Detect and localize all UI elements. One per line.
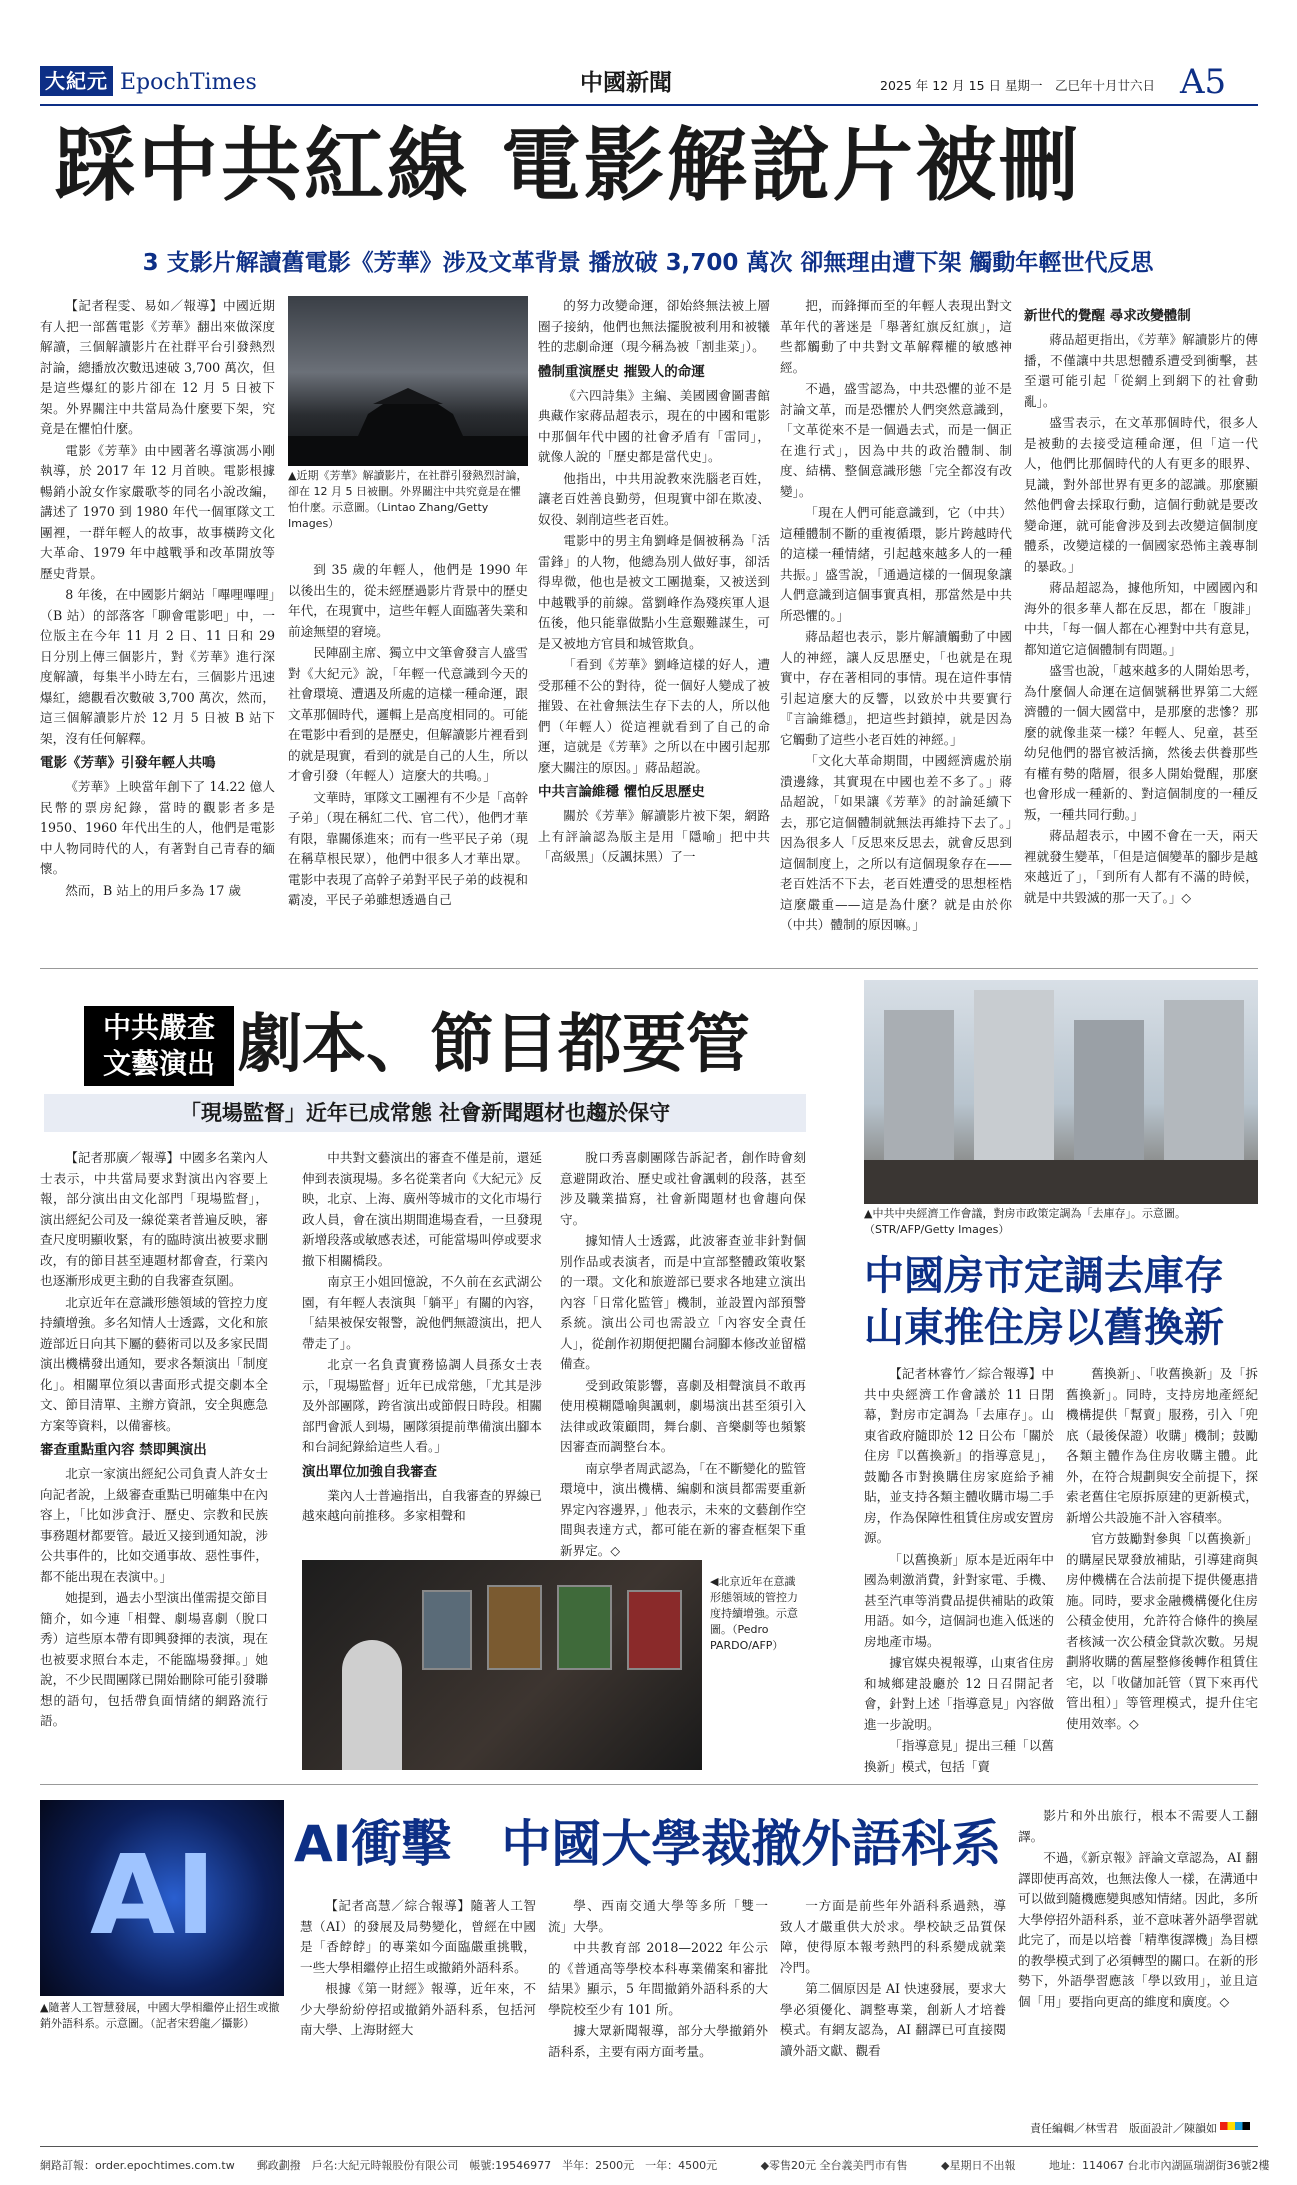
forbidden-city-photo xyxy=(288,296,528,466)
paragraph: 《芳華》上映當年創下了 14.22 億人民幣的票房紀錄，當時的觀影者多是 1950、1960 年代出生的人，他們是電影中人物同時代的人，有著對自己青春的緬懷。 xyxy=(40,779,275,876)
paragraph: 「指導意見」提出三種「以舊換新」模式，包括「賣 xyxy=(864,1738,1054,1774)
paragraph: 「以舊換新」原本是近兩年中國為刺激消費，針對家電、手機、甚至汽車等消費品提供補貼的政策用語。如今，這個詞也進入低迷的房地產市場。 xyxy=(864,1551,1054,1649)
building xyxy=(974,990,1054,1170)
color-bar-icon xyxy=(1220,2122,1250,2130)
poster xyxy=(422,1590,472,1670)
paragraph: 【記者那廣／報導】中國多名業內人士表示，中共當局要求對演出內容要上報，部分演出由文化部門「現場監督」，演出經紀公司及一線從業者普遍反映，審查尺度明顯收緊，有的臨時演出被要求刪改，有的節目甚至連題材都會查，行業內也逐漸形成更主動的自我審查氛圍。 xyxy=(40,1150,268,1288)
footer-retail: ◆零售20元 全台義美門市有售 xyxy=(760,2159,908,2172)
poster xyxy=(627,1590,682,1670)
a4-column-4 xyxy=(1018,1806,1258,2110)
paragraph: 【記者林睿竹／綜合報導】中共中央經濟工作會議於 11 日閉幕，對房市定調為「去庫存」。山東省政府隨即於 12 日公布「關於住房『以舊換新』的指導意見」，鼓勵各市對換購住房家庭給予補貼，並支持各類主體收購市場二手房，作為保障性租賃住房或安置房源。 xyxy=(864,1366,1054,1545)
paragraph: 第二個原因是 AI 快速發展，要求大學必須優化、調整專業，創新人才培養模式。有網友認為，AI 翻譯已可直接閱讀外語文獻、觀看 xyxy=(780,1981,1006,2058)
main-headline: 踩中共紅線 電影解說片被刪 xyxy=(55,119,1082,212)
paragraph: 民陣副主席、獨立中文筆會發言人盛雪對《大紀元》說，「年輕一代意識到今天的社會環境、遭遇及所處的這樣一種命運，跟文革那個時代，邏輯上是高度相同的。可能在電影中看到的是歷史，但解讀影片裡看到的就是現實，看到的就是自己的人生，所以才會引發（年輕人）這麼大的共鳴。」 xyxy=(288,645,528,783)
paragraph: 蔣品超更指出，《芳華》解讀影片的傳播，不僅讓中共思想體系遭受到衝擊，甚至還可能引起「從網上到網下的社會動亂」。 xyxy=(1024,332,1258,409)
a4-column-1 xyxy=(300,1896,536,2136)
photo-caption: ◀北京近年在意識形態領域的管控力度持續增強。示意圖。（Pedro PARDO/AFP） xyxy=(710,1575,798,1652)
issue-date: 2025 年 12 月 15 日 星期一 乙巳年十月廿六日 xyxy=(880,78,1155,93)
apartment-buildings-photo xyxy=(864,980,1258,1204)
paragraph: 根據《第一財經》報導，近年來，不少大學紛紛停招或撤銷外語科系，包括河南大學、上海財經大 xyxy=(300,1981,536,2037)
subheading: 體制重演歷史 摧毀人的命運 xyxy=(538,363,705,380)
crowd xyxy=(864,1160,1258,1204)
paragraph: 盛雪也說，「越來越多的人開始思考，為什麼個人命運在這個號稱世界第二大經濟體的一個大國當中，是那麼的悲慘？那麼的就像韭菜一樣？年輕人、兒童，甚至幼兒他們的器官被活摘，然後去供養那些有權有勢的階層，很多人開始覺醒，那麼也會形成一種新的、對這個制度的一種反叛，一種共同行動。」 xyxy=(1024,663,1258,822)
a1-column-1 xyxy=(40,296,275,956)
paragraph: 蔣品超認為，據他所知，中國國內和海外的很多華人都在反思，都在「腹誹」中共，「每一個人都在心裡對中共有意見，都知道它這個體制有問題。」 xyxy=(1024,580,1258,657)
subheading: 演出單位加強自我審查 xyxy=(302,1463,437,1480)
paragraph: 文華時，軍隊文工團裡有不少是「高幹子弟」（現在稱紅二代、官二代），他們才華有限，靠關係進來；而有一些平民子弟（現在稱草根民眾），他們中很多人才華出眾。電影中表現了高幹子弟對平民子弟的歧視和霸凌，平民子弟雖想透過自己 xyxy=(288,789,528,907)
footer-rule xyxy=(40,2146,1258,2147)
subheading: 中共言論維穩 懼怕反思歷史 xyxy=(538,784,705,800)
divider xyxy=(40,1784,1258,1785)
building xyxy=(1164,1000,1244,1170)
a3-column-2 xyxy=(1066,1364,1258,1770)
footer xyxy=(40,2157,1270,2173)
subheading: 電影《芳華》引發年輕人共鳴 xyxy=(40,755,216,771)
a1-column-4 xyxy=(780,296,1012,956)
paragraph: 「看到《芳華》劉峰這樣的好人，遭受那種不公的對待，從一個好人變成了被摧毀、在社會無法生存下去的人，所以他們（年輕人）從這裡就看到了自己的命運，這就是《芳華》之所以在中國引起那麼大關注的原因。」蔣品超說。 xyxy=(538,657,770,775)
paragraph: 盛雪表示，在文革那個時代，很多人是被動的去接受這種命運，但「這一代人，他們比那個時代的人有更多的眼界、見識，對外部世界有更多的認識。那麼顯然他們會去採取行動，這個行動就是要改變命運，就可能會涉及到去改變這個制度體系，改變這樣的一個國家恐怖主義專制的暴政。」 xyxy=(1024,415,1258,574)
cinema-posters-photo xyxy=(302,1560,702,1770)
paragraph: 據知情人士透露，此波審查並非針對個別作品或表演者，而是中宣部整體政策收緊的一環。文化和旅遊部已要求各地建立演出內容「日常化監管」機制，並設置內部預警系統。演出公司也需設立「內容安全責任人」，從創作初期便把關台詞腳本修改並留檔備查。 xyxy=(560,1233,806,1371)
paragraph: 「現在人們可能意識到，它（中共）這種體制不斷的重複循環，影片跨越時代的這樣一種情緒，引起越來越多人的一種共振。」盛雪說，「通過這樣的一個現象讓人們意識到這個事實真相，那當然是中共所恐懼的。」 xyxy=(780,505,1012,623)
paragraph: 業內人士普遍指出，自我審查的界線已越來越向前推移。多家相聲和 xyxy=(302,1487,542,1523)
paragraph: 電影《芳華》由中國著名導演馮小剛執導，於 2017 年 12 月首映。電影根據暢銷小說女作家嚴歌苓的同名小說改編，講述了 1970 到 1980 年代一個軍隊文工團裡，一群年輕人的故事，故事橫跨文化大革命、1979 年中越戰爭和改革開放等歷史背景。 xyxy=(40,442,275,581)
person-silhouette xyxy=(342,1640,402,1770)
paragraph: 中共教育部 2018—2022 年公示的《普通高等學校本科專業備案和審批結果》顯示，5 年間撤銷外語科系的大學院校至少有 101 所。 xyxy=(548,1940,768,2017)
headline-line: 中國房市定調去庫存 xyxy=(864,1253,1224,1299)
main-subhead: 3 支影片解讀舊電影《芳華》涉及文革背景 播放破 3,700 萬次 卻無理由遭下架 觸動年輕世代反思 xyxy=(142,250,1154,276)
section-title: 中國新聞 xyxy=(580,70,672,96)
a2-headline: 劇本、節目都要管 xyxy=(238,1008,750,1082)
a4-column-2 xyxy=(548,1896,768,2136)
paragraph: 據大眾新聞報導，部分大學撤銷外語科系，主要有兩方面考量。 xyxy=(548,2023,768,2059)
paragraph: 北京一家演出經紀公司負責人許女士向記者說，上級審查重點已明確集中在內容上，「比如涉貪汙、歷史、宗教和民族事務題材都要管。最近又接到通知說，涉公共事件的，比如交通事故、惡性事件，都不能出現在表演中。」 xyxy=(40,1466,268,1584)
paragraph: 電影中的男主角劉峰是個被稱為「活雷鋒」的人物，他總為別人做好事，卻活得卑微，他也是被文工團拋棄，又被送到中越戰爭的前線。當劉峰作為殘疾軍人退伍後，他只能靠做點小生意艱難謀生，可是又被地方官員和城管欺負。 xyxy=(538,533,770,651)
divider xyxy=(40,968,1258,969)
headline-line: 山東推住房以舊換新 xyxy=(864,1305,1224,1351)
photo-caption: ▲近期《芳華》解讀影片，在社群引發熱烈討論，卻在 12 月 5 日被刪。外界關注中共究竟是在懼怕什麼。示意圖。（Lintao Zhang/Getty Images） xyxy=(288,469,528,530)
paragraph: 蔣品超表示，中國不會在一天，兩天裡就發生變革，「但是這個變革的腳步是越來越近了」，「到所有人都有不滿的時候，就是中共毀滅的那一天了。」◇ xyxy=(1024,828,1258,905)
paragraph: 【記者程雯、易如／報導】中國近期有人把一部舊電影《芳華》翻出來做深度解讀，三個解讀影片在社群平台引發熱烈討論，總播放次數迅速破 3,700 萬次，但是這些爆紅的影片卻在 12 月 5 日被下架。外界關注中共當局為什麼要下架，究竟是在懼怕什麼。 xyxy=(40,298,275,436)
paragraph: 【記者高慧／綜合報導】隨著人工智慧（AI）的發展及局勢變化，曾經在中國是「香餑餑」的專業如今面臨嚴重挑戰，一些大學相繼停止招生或撤銷外語科系。 xyxy=(300,1898,536,1975)
logo: 大紀元 xyxy=(40,66,113,96)
paragraph: 到 35 歲的年輕人，他們是 1990 年以後出生的，從未經歷過影片背景中的歷史年代，在現實中，這些年輕人面臨著失業和前途無望的窘境。 xyxy=(288,562,528,639)
a2-column-2 xyxy=(302,1148,542,1548)
paragraph: 官方鼓勵對參與「以舊換新」的購屋民眾發放補貼，引導建商與房仲機構在合法前提下提供優惠措施。同時，要求金融機構優化住房公積金使用，允許符合條件的換屋者核減一次公積金貸款次數。另規劃將收購的舊屋整修後轉作租賃住宅，以「收儲加託管（買下來再代管出租）」等管理模式，提升住宅使用效率。◇ xyxy=(1066,1531,1258,1731)
subheading: 新世代的覺醒 尋求改變體制 xyxy=(1024,308,1191,324)
paragraph: 影片和外出旅行，根本不需要人工翻譯。 xyxy=(1018,1808,1258,1844)
paragraph: 南京學者周武認為，「在不斷變化的監管環境中，演出機構、編劇和演員都需要重新界定內容邊界，」他表示，未來的文藝創作空間與表達方式，都可能在新的審查框架下重新界定。◇ xyxy=(560,1460,806,1558)
a2-subhead: 「現場監督」近年已成常態 社會新聞題材也趨於保守 xyxy=(44,1094,806,1132)
paragraph: 南京王小姐回憶說，不久前在玄武湖公園，有年輕人表演與「躺平」有關的內容，「結果被保安報警，說他們無證演出，把人帶走了」。 xyxy=(302,1274,542,1351)
paragraph: 不過，《新京報》評論文章認為，AI 翻譯即使再高效，也無法像人一樣，在溝通中可以做到隨機應變與感知情緒。因此，多所大學停招外語科系，並不意味著外語學習就此完了，而是以培養「精準復譯機」為目標的教學模式到了必須轉型的關口。在新的形勢下，外語學習應該「學以致用」，並且這個「用」要指向更高的維度和廣度。◇ xyxy=(1018,1850,1258,2009)
a2-kicker xyxy=(84,1006,234,1086)
poster xyxy=(557,1585,612,1670)
poster xyxy=(487,1585,542,1670)
a4-column-3 xyxy=(780,1896,1006,2136)
paragraph: 8 年後，在中國影片網站「嗶哩嗶哩」（B 站）的部落客「聊會電影吧」中，一位版主在今年 11 月 2 日、11 日和 29 日分別上傳三個影片，對《芳華》進行深度解讀，每集半小時左右，三個影片迅速爆紅，總觀看次數破 3,700 萬次，然而，這三個解讀影片於 12 月 5 日被 B 站下架，沒有任何解釋。 xyxy=(40,587,275,746)
paragraph: 「文化大革命期間，中國經濟處於崩潰邊緣，其實現在中國也差不多了。」蔣品超說，「如果讓《芳華》的討論延續下去，那它這個體制就無法再維持下去了。」因為很多人「反思來反思去，就會反思到這個制度上，之所以有這個現象存在——老百姓活不下去，老百姓遭受的思想桎梏這麼嚴重——這是為什麼？就是由於你（中共）體制的原因嘛。」 xyxy=(780,753,1012,932)
photo-caption: ▲隨著人工智慧發展，中國大學相繼停止招生或撤銷外語科系。示意圖。（記者宋碧龍／攝影） xyxy=(40,2001,280,2030)
a1-column-5 xyxy=(1024,302,1258,956)
building xyxy=(884,1010,954,1170)
paragraph: 一方面是前些年外語科系過熱，導致人才嚴重供大於求。學校缺乏品質保障，使得原本報考熱門的科系變成就業冷門。 xyxy=(780,1898,1006,1975)
credits: 責任編輯／林雪君 版面設計／陳韻如 xyxy=(1030,2122,1217,2135)
kicker-line: 中共嚴查 xyxy=(102,1011,215,1044)
paragraph: 蔣品超也表示，影片解讀觸動了中國人的神經，讓人反思歷史，「也就是在現實中，存在著相同的事情。現在這件事情引起這麼大的反響，以致於中共要實行『言論維穩』，把這些封鎖掉，就是因為它觸動了這些小老百姓的神經。」 xyxy=(780,629,1012,747)
ai-graphic-photo xyxy=(40,1800,284,1996)
paragraph: 她提到，過去小型演出僅需提交節目簡介，如今連「相聲、劇場喜劇（脫口秀）這些原本帶有即興發揮的表演，現在也被要求照台本走，不能臨場發揮。」她說，不少民間團隊已開始刪除可能引發聯想的語句，包括帶負面情緒的網路流行語。 xyxy=(40,1590,268,1728)
a2-column-1 xyxy=(40,1148,268,1768)
a4-headline: AI衝擊 中國大學裁撤外語科系 xyxy=(294,1815,1002,1873)
ai-glyph: AI xyxy=(90,1831,217,1959)
paragraph: 關於《芳華》解讀影片被下架，網路上有評論認為版主是用「隱喻」把中共「高級黑」（反諷抹黑）了一 xyxy=(538,808,770,864)
subheading: 審查重點重內容 禁即興演出 xyxy=(40,1442,207,1458)
header-rule xyxy=(40,104,1258,106)
footer-address: 地址：114067 台北市內湖區瑞湖街36號2樓 xyxy=(1049,2159,1270,2172)
paragraph: 然而，B 站上的用戶多為 17 歲 xyxy=(65,882,242,898)
paragraph: 把，而鋒揮而至的年輕人表現出對文革年代的著迷是「舉著紅旗反紅旗」，這些都觸動了中共對文革解釋權的敏感神經。 xyxy=(780,298,1012,375)
page-number: A5 xyxy=(1180,62,1227,102)
building xyxy=(1074,1020,1144,1170)
footer-sunday: ◆星期日不出報 xyxy=(941,2159,1016,2172)
paragraph: 北京一名負責實務協調人員孫女士表示，「現場監督」近年已成常態，「尤其是涉及外部團隊，跨省演出或節假日時段。相關部門會派人到場，團隊須提前準備演出腳本和台詞紀錄給這些人看。」 xyxy=(302,1357,542,1454)
a2-column-3 xyxy=(560,1148,806,1558)
footer-subscription: 網路訂報：order.epochtimes.com.tw 郵政劃撥 戶名:大紀元時報股份有限公司 帳號:19546977 半年：2500元 一年：4500元 xyxy=(40,2159,718,2172)
photo-caption: ▲中共中央經濟工作會議，對房市政策定調為「去庫存」。示意圖。（STR/AFP/Getty Images） xyxy=(864,1207,1186,1236)
paragraph: 的努力改變命運，卻始終無法被上層圈子接納，他們也無法擺脫被利用和被犧牲的悲劇命運（現今稱為被「割韭菜」）。 xyxy=(538,298,770,354)
paragraph: 不過，盛雪認為，中共恐懼的並不是討論文革，而是恐懼於人們突然意識到，「文革從來不是一個過去式，而是一個正在進行式」，因為中共的政治體制、制度、結構、整個意識形態「完全都沒有改變」。 xyxy=(780,381,1012,499)
paragraph: 學、西南交通大學等多所「雙一流」大學。 xyxy=(548,1898,768,1934)
brand-name: EpochTimes xyxy=(120,70,257,95)
paragraph: 《六四詩集》主編、美國國會圖書館典藏作家蔣品超表示，現在的中國和電影中那個年代中國的社會矛盾有「雷同」，就像人說的「歷史都是當代史」。 xyxy=(538,387,770,464)
paragraph: 他指出，中共用說教來洗腦老百姓，讓老百姓善良勤勞，但現實中卻在欺凌、奴役、剝削這些老百姓。 xyxy=(538,470,770,527)
paragraph: 脫口秀喜劇團隊告訴記者，創作時會刻意避開政治、歷史或社會諷刺的段落，甚至涉及職業描寫，社會新聞題材也會趨向保守。 xyxy=(560,1150,806,1227)
paragraph: 受到政策影響，喜劇及相聲演員不敢再使用模糊隱喻與諷刺，劇場演出甚至須引入法律或政策顧問，舞台劇、音樂劇等也頻繁因審查而調整台本。 xyxy=(560,1377,806,1454)
a1-column-2 xyxy=(288,560,528,956)
paragraph: 北京近年在意識形態領域的管控力度持續增強。多名知情人士透露，文化和旅遊部近日向其下屬的藝術司以及多家民間演出機構發出通知，要求各類演出「制度化」。相關單位須以書面形式提交劇本全文、節目清單、主辦方資訊，安全與應急方案等資料，以備審核。 xyxy=(40,1294,268,1433)
paragraph: 中共對文藝演出的審查不僅是前，還延伸到表演現場。多名從業者向《大紀元》反映，北京、上海、廣州等城市的文化市場行政人員，會在演出期間進場查看，一旦發現新增段落或敏感表述，可能當場叫停或要求撤下相關橋段。 xyxy=(302,1150,542,1268)
a3-column-1 xyxy=(864,1364,1054,1774)
paragraph: 舊換新」、「收舊換新」及「拆舊換新」。同時，支持房地產經紀機構提供「幫賣」服務，引入「兜底（最後保證）收購」機制；鼓勵各類主體作為住房收購主體。此外，在符合規劃與安全前提下，探索老舊住宅原拆原建的更新模式，新增公共設施不計入容積率。 xyxy=(1066,1366,1258,1525)
a3-headline xyxy=(864,1250,1258,1354)
paragraph: 據官媒央視報導，山東省住房和城鄉建設廳於 12 日召開記者會，針對上述「指導意見」內容做進一步說明。 xyxy=(864,1655,1054,1732)
a1-column-3 xyxy=(538,296,770,956)
kicker-line: 文藝演出 xyxy=(102,1047,215,1080)
